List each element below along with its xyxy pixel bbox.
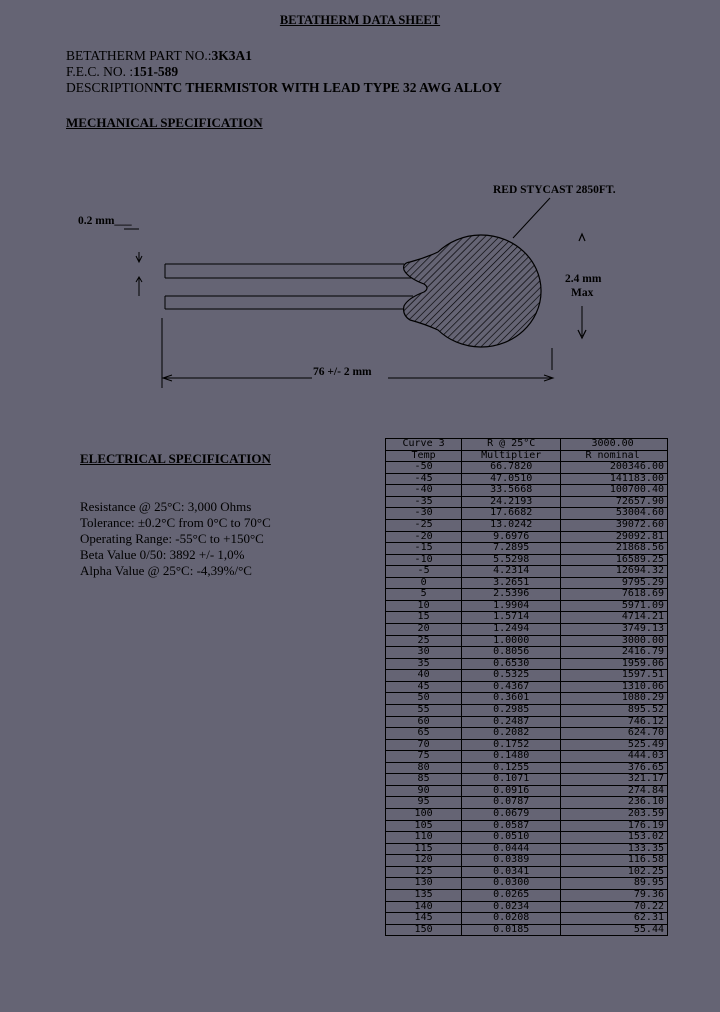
- table-row: [386, 554, 668, 566]
- row-r-nominal: 203.59: [561, 809, 668, 821]
- table-row: [386, 496, 668, 508]
- row-r-nominal: 9795.29: [561, 577, 668, 589]
- row-temp: -45: [386, 473, 462, 485]
- spec-alpha-value: Alpha Value @ 25°C: -4,39%/°C: [80, 563, 252, 578]
- row-multiplier: 0.4367: [462, 681, 561, 693]
- row-r-nominal: 746.12: [561, 716, 668, 728]
- row-r-nominal: 444.03: [561, 751, 668, 763]
- row-multiplier: 7.2895: [462, 543, 561, 555]
- row-multiplier: 0.0389: [462, 855, 561, 867]
- row-r-nominal: 12694.32: [561, 566, 668, 578]
- row-temp: 95: [386, 797, 462, 809]
- table-row: [386, 647, 668, 659]
- row-temp: 45: [386, 681, 462, 693]
- row-multiplier: 1.2494: [462, 624, 561, 636]
- row-r-nominal: 321.17: [561, 774, 668, 786]
- description-value: NTC THERMISTOR WITH LEAD TYPE 32 AWG ALLOY: [153, 80, 502, 95]
- row-temp: 35: [386, 658, 462, 670]
- row-multiplier: 0.1480: [462, 751, 561, 763]
- row-r-nominal: 70.22: [561, 901, 668, 913]
- row-multiplier: 0.0587: [462, 820, 561, 832]
- table-row: [386, 728, 668, 740]
- row-multiplier: 0.5325: [462, 670, 561, 682]
- row-temp: 130: [386, 878, 462, 890]
- table-row: [386, 589, 668, 601]
- row-multiplier: 66.7820: [462, 462, 561, 474]
- row-temp: 40: [386, 670, 462, 682]
- table-row: [386, 878, 668, 890]
- row-multiplier: 17.6682: [462, 508, 561, 520]
- thermistor-drawing: [0, 0, 720, 420]
- row-r-nominal: 5971.09: [561, 600, 668, 612]
- row-r-nominal: 274.84: [561, 785, 668, 797]
- row-temp: 0: [386, 577, 462, 589]
- row-temp: -5: [386, 566, 462, 578]
- table-row: [386, 635, 668, 647]
- row-multiplier: 0.0265: [462, 889, 561, 901]
- table-row: [386, 889, 668, 901]
- row-r-nominal: 89.95: [561, 878, 668, 890]
- row-multiplier: 0.1255: [462, 762, 561, 774]
- row-temp: 60: [386, 716, 462, 728]
- row-temp: 120: [386, 855, 462, 867]
- table-row: [386, 809, 668, 821]
- row-temp: 25: [386, 635, 462, 647]
- description-label: DESCRIPTION: [66, 80, 154, 95]
- coating-leader-line: [513, 198, 550, 238]
- row-multiplier: 3.2651: [462, 577, 561, 589]
- row-r-nominal: 3749.13: [561, 624, 668, 636]
- part-number-label: BETATHERM PART NO.:: [66, 48, 212, 63]
- row-r-nominal: 1597.51: [561, 670, 668, 682]
- row-temp: 150: [386, 924, 462, 936]
- row-r-nominal: 133.35: [561, 843, 668, 855]
- row-multiplier: 33.5668: [462, 485, 561, 497]
- table-row: [386, 739, 668, 751]
- row-r-nominal: 153.02: [561, 832, 668, 844]
- table-row: [386, 519, 668, 531]
- curve-label: Curve 3: [386, 439, 462, 451]
- row-multiplier: 0.0185: [462, 924, 561, 936]
- row-temp: 5: [386, 589, 462, 601]
- row-multiplier: 0.2985: [462, 704, 561, 716]
- row-multiplier: 0.1071: [462, 774, 561, 786]
- row-multiplier: 0.0341: [462, 866, 561, 878]
- row-temp: 80: [386, 762, 462, 774]
- row-multiplier: 9.6976: [462, 531, 561, 543]
- bead-diameter-label: 2.4 mm: [565, 273, 602, 285]
- spec-operating-range: Operating Range: -55°C to +150°C: [80, 531, 264, 546]
- table-row: [386, 693, 668, 705]
- table-row: [386, 704, 668, 716]
- row-temp: 110: [386, 832, 462, 844]
- table-row: [386, 566, 668, 578]
- row-temp: -35: [386, 496, 462, 508]
- table-curve-row: [386, 439, 668, 451]
- fec-number-value: 151-589: [133, 64, 179, 79]
- diameter-dimension-arrows: [552, 234, 586, 370]
- table-row: [386, 716, 668, 728]
- row-multiplier: 0.0787: [462, 797, 561, 809]
- part-number-value: 3K3A1: [211, 48, 253, 63]
- table-header-row: [386, 450, 668, 462]
- table-row: [386, 913, 668, 925]
- row-multiplier: 0.0444: [462, 843, 561, 855]
- row-r-nominal: 3000.00: [561, 635, 668, 647]
- table-row: [386, 866, 668, 878]
- table-row: [386, 473, 668, 485]
- table-row: [386, 924, 668, 936]
- row-r-nominal: 55.44: [561, 924, 668, 936]
- spec-beta-value: Beta Value 0/50: 3892 +/- 1,0%: [80, 547, 245, 562]
- row-temp: -15: [386, 543, 462, 555]
- row-temp: 125: [386, 866, 462, 878]
- table-row: [386, 774, 668, 786]
- row-multiplier: 0.0916: [462, 785, 561, 797]
- fec-number-label: F.E.C. NO. :: [66, 64, 134, 79]
- row-temp: -10: [386, 554, 462, 566]
- row-multiplier: 1.5714: [462, 612, 561, 624]
- row-r-nominal: 2416.79: [561, 647, 668, 659]
- row-temp: 30: [386, 647, 462, 659]
- row-multiplier: 0.0234: [462, 901, 561, 913]
- table-row: [386, 577, 668, 589]
- column-header-multiplier: Multiplier: [462, 450, 561, 462]
- row-multiplier: 5.5298: [462, 554, 561, 566]
- row-r-nominal: 1959.06: [561, 658, 668, 670]
- row-temp: 65: [386, 728, 462, 740]
- table-row: [386, 681, 668, 693]
- row-temp: -50: [386, 462, 462, 474]
- row-multiplier: 0.6530: [462, 658, 561, 670]
- row-multiplier: 0.8056: [462, 647, 561, 659]
- row-multiplier: 0.2082: [462, 728, 561, 740]
- lead-length-label: 76 +/- 2 mm: [313, 366, 372, 378]
- row-multiplier: 0.0679: [462, 809, 561, 821]
- row-temp: 50: [386, 693, 462, 705]
- row-temp: -40: [386, 485, 462, 497]
- row-r-nominal: 7618.69: [561, 589, 668, 601]
- row-multiplier: 1.0000: [462, 635, 561, 647]
- row-temp: 85: [386, 774, 462, 786]
- row-temp: 135: [386, 889, 462, 901]
- row-multiplier: 24.2193: [462, 496, 561, 508]
- row-r-nominal: 16589.25: [561, 554, 668, 566]
- table-row: [386, 751, 668, 763]
- row-temp: 10: [386, 600, 462, 612]
- row-r-nominal: 1310.06: [561, 681, 668, 693]
- row-multiplier: 0.2487: [462, 716, 561, 728]
- table-row: [386, 600, 668, 612]
- lead-wires: [162, 264, 413, 388]
- table-row: [386, 832, 668, 844]
- row-temp: 115: [386, 843, 462, 855]
- table-row: [386, 485, 668, 497]
- row-multiplier: 4.2314: [462, 566, 561, 578]
- row-temp: 75: [386, 751, 462, 763]
- row-r-nominal: 895.52: [561, 704, 668, 716]
- row-multiplier: 0.0208: [462, 913, 561, 925]
- row-temp: 100: [386, 809, 462, 821]
- row-multiplier: 0.0510: [462, 832, 561, 844]
- row-r-nominal: 116.58: [561, 855, 668, 867]
- row-multiplier: 1.9904: [462, 600, 561, 612]
- row-multiplier: 13.0242: [462, 519, 561, 531]
- row-r-nominal: 72657.90: [561, 496, 668, 508]
- lead-diameter-label: 0.2 mm___: [78, 215, 132, 227]
- mechanical-spec-title: MECHANICAL SPECIFICATION: [66, 115, 263, 130]
- resistance-temperature-table: [385, 438, 668, 936]
- row-temp: -20: [386, 531, 462, 543]
- row-r-nominal: 100700.40: [561, 485, 668, 497]
- row-r-nominal: 4714.21: [561, 612, 668, 624]
- row-temp: 15: [386, 612, 462, 624]
- table-row: [386, 901, 668, 913]
- row-temp: -30: [386, 508, 462, 520]
- reference-value: 3000.00: [561, 439, 668, 451]
- row-multiplier: 2.5396: [462, 589, 561, 601]
- table-row: [386, 762, 668, 774]
- row-r-nominal: 29092.81: [561, 531, 668, 543]
- row-temp: 55: [386, 704, 462, 716]
- table-row: [386, 543, 668, 555]
- table-row: [386, 843, 668, 855]
- table-row: [386, 508, 668, 520]
- table-row: [386, 855, 668, 867]
- row-r-nominal: 525.49: [561, 739, 668, 751]
- row-r-nominal: 39072.60: [561, 519, 668, 531]
- row-multiplier: 0.3601: [462, 693, 561, 705]
- table-row: [386, 612, 668, 624]
- row-temp: 70: [386, 739, 462, 751]
- table-row: [386, 670, 668, 682]
- row-r-nominal: 141183.00: [561, 473, 668, 485]
- table-row: [386, 462, 668, 474]
- table-row: [386, 785, 668, 797]
- row-temp: 145: [386, 913, 462, 925]
- row-multiplier: 0.0300: [462, 878, 561, 890]
- row-r-nominal: 102.25: [561, 866, 668, 878]
- row-r-nominal: 200346.00: [561, 462, 668, 474]
- row-multiplier: 0.1752: [462, 739, 561, 751]
- column-header-r-nominal: R nominal: [561, 450, 668, 462]
- table-row: [386, 658, 668, 670]
- table-row: [386, 624, 668, 636]
- coating-label: RED STYCAST 2850FT.: [493, 184, 616, 196]
- table-row: [386, 797, 668, 809]
- row-temp: 90: [386, 785, 462, 797]
- row-r-nominal: 62.31: [561, 913, 668, 925]
- row-multiplier: 47.0510: [462, 473, 561, 485]
- row-r-nominal: 236.10: [561, 797, 668, 809]
- thermistor-bead: [404, 235, 541, 347]
- row-temp: 20: [386, 624, 462, 636]
- spec-tolerance: Tolerance: ±0.2°C from 0°C to 70°C: [80, 515, 271, 530]
- page-title: BETATHERM DATA SHEET: [279, 13, 441, 27]
- spec-resistance: Resistance @ 25°C: 3,000 Ohms: [80, 499, 252, 514]
- row-r-nominal: 376.65: [561, 762, 668, 774]
- electrical-spec-title: ELECTRICAL SPECIFICATION: [80, 451, 271, 466]
- table-row: [386, 820, 668, 832]
- row-r-nominal: 21868.56: [561, 543, 668, 555]
- row-r-nominal: 1080.29: [561, 693, 668, 705]
- row-temp: -25: [386, 519, 462, 531]
- row-r-nominal: 53004.60: [561, 508, 668, 520]
- row-temp: 140: [386, 901, 462, 913]
- row-temp: 105: [386, 820, 462, 832]
- bead-diameter-max-label: Max: [571, 287, 594, 299]
- lead-dimension-arrows: [124, 229, 142, 296]
- reference-label: R @ 25°C: [462, 439, 561, 451]
- row-r-nominal: 624.70: [561, 728, 668, 740]
- row-r-nominal: 79.36: [561, 889, 668, 901]
- table-row: [386, 531, 668, 543]
- row-r-nominal: 176.19: [561, 820, 668, 832]
- column-header-temp: Temp: [386, 450, 462, 462]
